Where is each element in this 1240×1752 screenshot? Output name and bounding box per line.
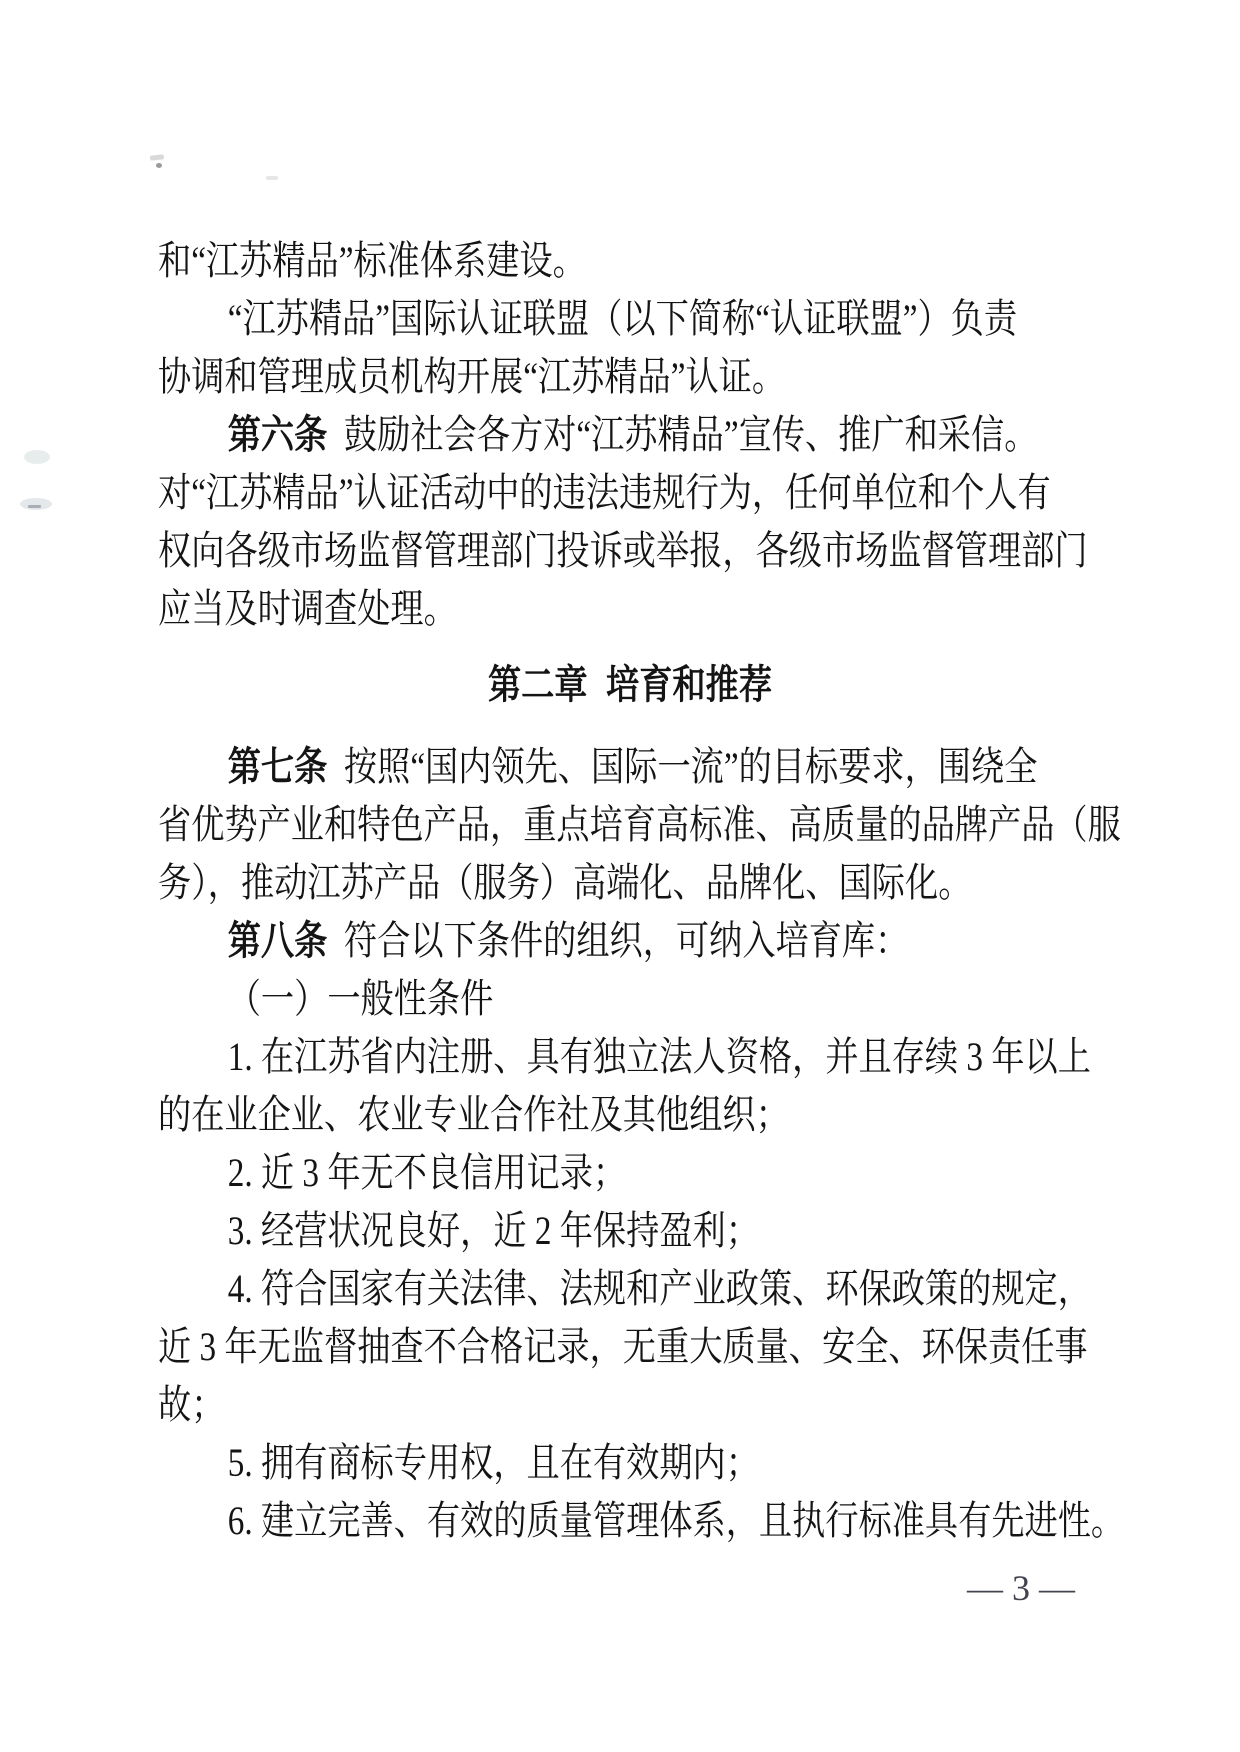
text-line — [158, 232, 942, 290]
text-line — [158, 1202, 942, 1260]
text-line — [158, 1028, 1091, 1086]
text-segment: 按照“国内领先、国际一流”的目标要求，围绕全 — [327, 744, 1038, 789]
page-number: — 3 — — [967, 1568, 1075, 1608]
text-segment: 符合以下条件的组织，可纳入培育库： — [327, 918, 909, 963]
text-segment: 应当及时调查处理。 — [158, 586, 457, 631]
text-segment: 6. 建立完善、有效的质量管理体系，且执行标准具有先进性。 — [227, 1498, 1125, 1543]
scan-artifact — [150, 154, 164, 160]
text-line — [158, 796, 1121, 854]
bold-term: 第六条 — [227, 413, 328, 457]
document-lines — [158, 232, 1125, 1550]
text-line — [158, 522, 1088, 580]
text-line — [158, 406, 1038, 464]
text-segment: 1. 在江苏省内注册、具有独立法人资格，并且存续 3 年以上 — [227, 1034, 1091, 1079]
text-line — [158, 1086, 942, 1144]
text-segment: 5. 拥有商标专用权，且在有效期内； — [227, 1440, 759, 1485]
text-segment: 权向各级市场监督管理部门投诉或举报，各级市场监督管理部门 — [158, 528, 1088, 573]
scan-artifact — [28, 505, 41, 508]
text-line — [158, 1144, 942, 1202]
text-segment: 鼓励社会各方对“江苏精品”宣传、推广和采信。 — [327, 412, 1038, 457]
text-line — [158, 854, 972, 912]
text-segment: 3. 经营状况良好，近 2 年保持盈利； — [227, 1208, 759, 1253]
bold-term: 第二章 培育和推荐 — [487, 663, 773, 707]
text-segment: 近 3 年无监督抽查不合格记录，无重大质量、安全、环保责任事 — [158, 1324, 1088, 1369]
text-line — [158, 1260, 1091, 1318]
text-segment: 务），推动江苏产品（服务）高端化、品牌化、国际化。 — [158, 860, 972, 905]
text-segment: （一）一般性条件 — [227, 976, 494, 1021]
text-segment: 省优势产业和特色产品，重点培育高标准、高质量的品牌产品（服 — [158, 802, 1121, 847]
text-line — [158, 1434, 942, 1492]
text-line — [158, 580, 942, 638]
scan-artifact — [24, 450, 50, 464]
text-segment: 4. 符合国家有关法律、法规和产业政策、环保政策的规定， — [227, 1266, 1091, 1311]
text-line — [158, 1376, 942, 1434]
text-segment: 和“江苏精品”标准体系建设。 — [158, 238, 586, 283]
text-segment: 协调和管理成员机构开展“江苏精品”认证。 — [158, 354, 786, 399]
chapter-heading — [238, 656, 1022, 714]
bold-term: 第七条 — [227, 745, 328, 789]
text-segment: 对“江苏精品”认证活动中的违法违规行为，任何单位和个人有 — [158, 470, 1051, 515]
text-line — [158, 290, 1018, 348]
text-line — [158, 464, 1051, 522]
text-segment: 2. 近 3 年无不良信用记录； — [227, 1150, 627, 1195]
text-line — [158, 1492, 1125, 1550]
scan-artifact — [20, 498, 52, 510]
text-line — [158, 1318, 1088, 1376]
text-segment: “江苏精品”国际认证联盟（以下简称“认证联盟”）负责 — [227, 296, 1018, 341]
text-line — [158, 970, 942, 1028]
text-segment: 故； — [158, 1382, 225, 1427]
text-segment: 的在业企业、农业专业合作社及其他组织； — [158, 1092, 789, 1137]
text-line — [158, 348, 942, 406]
text-line — [158, 912, 942, 970]
text-line — [158, 738, 1038, 796]
scan-artifact — [266, 176, 278, 180]
bold-term: 第八条 — [227, 919, 328, 963]
scan-artifact — [156, 163, 162, 168]
